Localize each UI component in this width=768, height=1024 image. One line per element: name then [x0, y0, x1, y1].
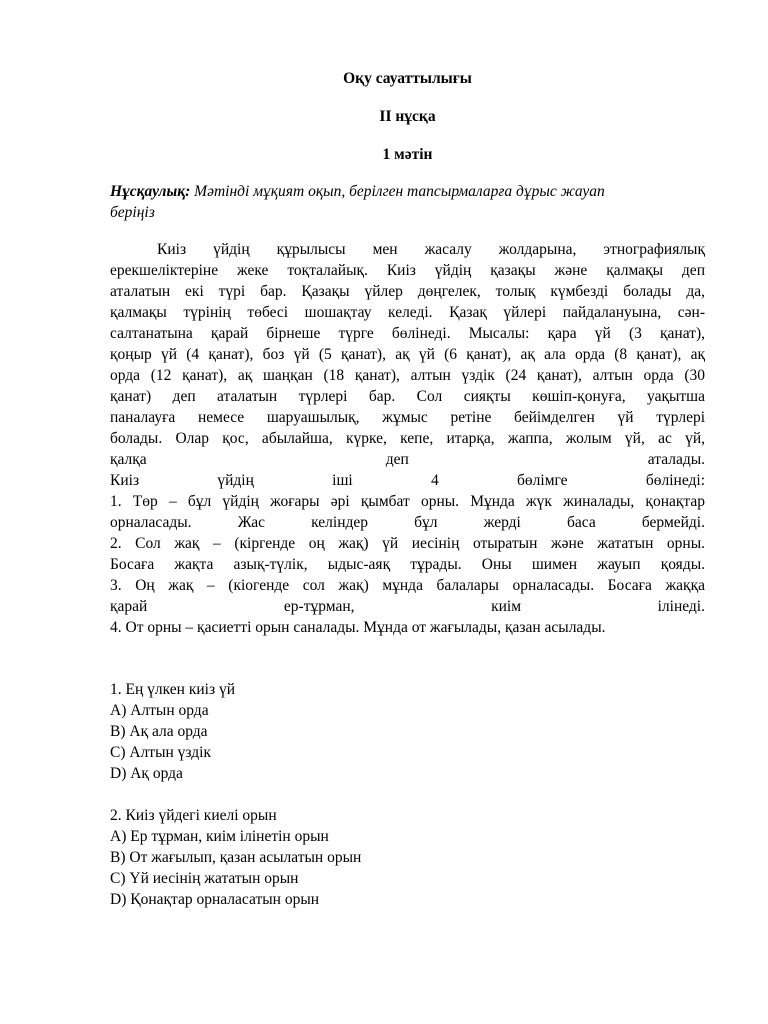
passage-line: 4. От орны – қасиетті орын саналады. Мұнда от жағылады, қазан асылады.	[110, 619, 606, 636]
answer-option-b: B) Ақ ала орда	[110, 723, 208, 740]
passage-line: аталатын екі түрі бар. Қазақы үйлер дөңгелек, толық күмбезді болады да,	[110, 283, 705, 300]
passage-line: 1. Төр – бұл үйдің жоғары әрі қымбат орны. Мұнда жүк жиналады, қонақтар	[110, 493, 705, 510]
variant-heading: II нұсқа	[379, 108, 436, 125]
passage-line: болады. Олар қос, абылайша, күрке, кепе, итарқа, жаппа, жолым үй, ас үй,	[110, 430, 705, 447]
passage-line: қанат) деп аталатын түрлері бар. Сол сияқты көшіп-қонуға, уақытша	[110, 388, 705, 405]
answer-option-d: D) Қонақтар орналасатын орын	[110, 891, 320, 908]
answer-option-a: A) Ер тұрман, киім ілінетін орын	[110, 828, 329, 845]
document-title: Оқу сауаттылығы	[343, 70, 472, 87]
passage-line: Киіз үйдің құрылысы мен жасалу жолдарына, этнографиялық	[157, 241, 705, 258]
passage-line: 3. Оң жақ – (кіогенде сол жақ) мұнда балалары орналасады. Босаға жаққа	[110, 577, 705, 594]
passage-line: орда (12 қанат), ақ шаңқан (18 қанат), алтын үздік (24 қанат), алтын орда (30	[110, 367, 705, 384]
answer-option-a: A) Алтын орда	[110, 702, 209, 719]
question-text: 1. Ең үлкен киіз үй	[110, 681, 235, 698]
question-text: 2. Киіз үйдегі киелі орын	[110, 807, 277, 824]
passage-line: ерекшеліктеріне жеке тоқталайық. Киіз үйдің қазақы және қалмақы деп	[110, 262, 705, 279]
instruction-label: Нұсқаулық:	[110, 183, 191, 200]
question-2	[110, 805, 705, 910]
passage-line: орналасады. Жас келіндер бұл жерді баса бермейді.	[110, 514, 705, 531]
text-number-heading: 1 мәтін	[382, 146, 433, 163]
passage	[110, 239, 705, 638]
question-1	[110, 679, 705, 784]
answer-option-b: B) От жағылып, қазан асылатын орын	[110, 849, 362, 866]
passage-line: қарай ер-тұрман, киім ілінеді.	[110, 598, 705, 615]
instruction-text: Мәтінді мұқият оқып, берілген тапсырмаларға дұрыс жауап	[190, 183, 605, 200]
instruction-text-cont: беріңіз	[110, 204, 155, 221]
passage-line: қалқа деп аталады.	[110, 451, 705, 468]
instruction	[110, 181, 705, 223]
passage-line: Киіз үйдің іші 4 бөлімге бөлінеді:	[110, 472, 705, 489]
answer-option-c: C) Үй иесінің жататын орын	[110, 870, 299, 887]
passage-line: паналауға немесе шаруашылық, жұмыс ретіне бейімделген үй түрлері	[110, 409, 705, 426]
answer-option-c: C) Алтын үздік	[110, 744, 211, 761]
passage-line: салтанатына қарай бірнеше түрге бөлінеді. Мысалы: қара үй (3 қанат),	[110, 325, 705, 342]
answer-option-d: D) Ақ орда	[110, 765, 183, 782]
passage-line: 2. Сол жақ – (кіргенде оң жақ) үй иесінің отыратын және жататын орны.	[110, 535, 705, 552]
passage-line: қалмақы түрінің төбесі шошақтау келеді. Қазақ үйлері пайдалануына, сән-	[110, 304, 705, 321]
passage-line: Босаға жақта азық-түлік, ыдыс-аяқ тұрады. Оны шимен жауып қояды.	[110, 556, 705, 573]
passage-line: қоңыр үй (4 қанат), боз үй (5 қанат), ақ үй (6 қанат), ақ ала орда (8 қанат), ақ	[110, 346, 705, 363]
